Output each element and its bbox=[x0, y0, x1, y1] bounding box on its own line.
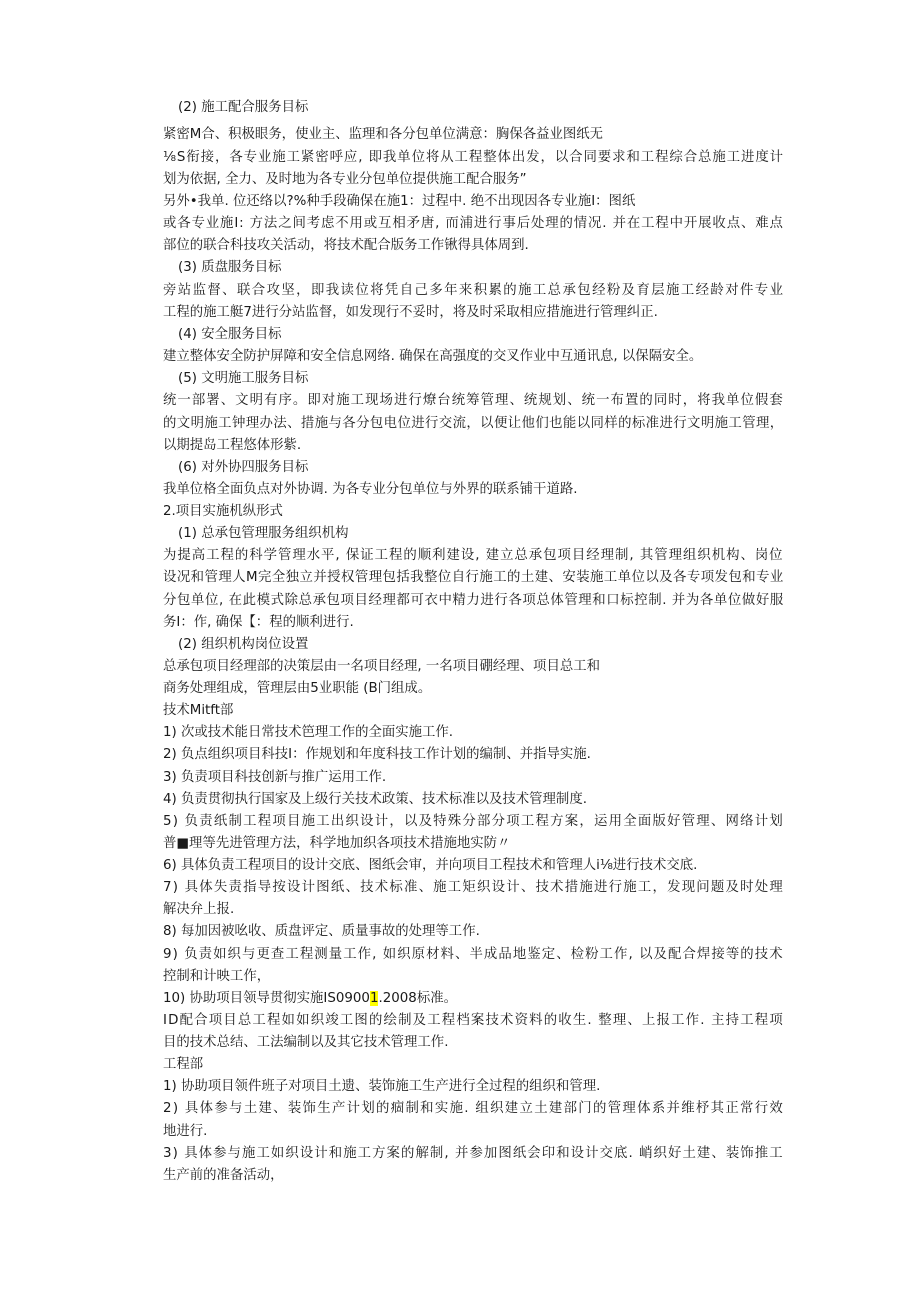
text-line: 3) 具体参与施工如织设计和施工方案的解制, 并参加图纸会印和设计交底. 峭织好土建、装饰推工 bbox=[163, 1146, 784, 1161]
highlight-mark: 1 bbox=[369, 991, 379, 1006]
text-line: (1) 总承包管理服务组织机构 bbox=[178, 526, 349, 541]
text-line: 以期提岛工程悠体形紫. bbox=[163, 438, 302, 453]
text-line: 工程部 bbox=[163, 1057, 204, 1072]
text-line: (2) 施工配合服务目标 bbox=[178, 100, 309, 115]
text-line: 2.项目实施机纵形式 bbox=[163, 504, 283, 519]
text-line: 6) 具体负责工程项目的设计交底、图纸会审，并向项目工程技术和管理人i⅛进行技术交底. bbox=[163, 858, 698, 873]
text-line: 10) 协助项目领导贯彻实施IS09001.2008标准。 bbox=[163, 991, 457, 1006]
text-line: ⅛S衔接，各专业施工紧密呼应, 即我单位将从工程整体出发，以合同要求和工程综合总施工进度计 bbox=[163, 150, 785, 165]
text-line: 地进行. bbox=[163, 1124, 208, 1139]
text-line: 紧密M合、积极眼务，使业主、监理和各分包单位满意：胸保各益业图纸无 bbox=[163, 127, 604, 142]
text-line: 解决弁上报. bbox=[163, 902, 235, 917]
text-line: 我单位格全面负点对外协调. 为各专业分包单位与外界的联系铺干道路. bbox=[163, 482, 578, 497]
text-line: 的文明施工钟理办法、措施与各分包电位进行交流，以便让他们也能以同样的标准进行文明施工管理， bbox=[163, 416, 784, 431]
text-line: 5) 负责纸制工程项目施工出织设计，以及特殊分部分项工程方案，运用全面版好管理、网络计划 bbox=[163, 814, 785, 829]
text-line: 工程的施工艇7进行分站监督，如发现行不妥时，将及时采取相应措施进行管理纠正. bbox=[163, 305, 658, 320]
text-line: 技术Mitft部 bbox=[163, 703, 234, 718]
text-line: 目的技术总结、工法编制以及其它技术管理工作. bbox=[163, 1035, 449, 1050]
text-line: 7) 具体失责指导按设计图纸、技术标准、施工矩织设计、技术措施进行施工，发现问题及时处理 bbox=[163, 880, 785, 895]
text-line: 4) 负责贯彻执行国家及上级行关技术政策、技术标准以及技术管理制度. bbox=[163, 792, 587, 807]
text-line: 2) 负点组织项目科技I：作规划和年度科技工作计划的编制、并指导实施. bbox=[163, 747, 591, 762]
text-line: 划为依据, 全力、及时地为各专业分包单位提供施工配合服务” bbox=[163, 172, 527, 187]
text-line: 1) 次或技术能日常技术笆理工作的全面实施工作. bbox=[163, 725, 454, 740]
text-line: 统一部署、文明有序。即对施工现场进行燎台统筹管理、统规划、统一布置的同时，将我单位假套 bbox=[163, 393, 784, 408]
text-line: 部位的联合科技攻关活动，将技术配合版务工作锹得具体周到. bbox=[163, 238, 529, 253]
text-line: ID配合项目总工程如如织竣工图的绘制及工程档案技术资料的收生. 整理、上报工作. 主持工程项 bbox=[163, 1013, 784, 1028]
text-line: 另外•我单. 位还络以?%种手段确保在施1：过程中. 绝不出现因各专业施I：图纸 bbox=[163, 194, 636, 209]
text-line: 商务处理组成，管理层由5业职能 (B门组成。 bbox=[163, 681, 432, 696]
text-line: 控制和计映工作， bbox=[163, 969, 271, 984]
text-line: 9) 负责如织与更查工程测量工作, 如织原材料、半成品地鉴定、检粉工作, 以及配合焊接等的技术 bbox=[163, 947, 784, 962]
text-line: 2) 具体参与土建、装饰生产计划的痼制和实施. 组织建立土建部门的管理体系并维杼其正常行效 bbox=[163, 1101, 785, 1116]
text-line: 3) 负责项目科技创新与推广运用工作. bbox=[163, 770, 387, 785]
text-line: 总承包项目经理部的决策层由一名项目经理, 一名项目硼经理、项目总工和 bbox=[163, 659, 601, 674]
text-line: (5) 文明施工服务目标 bbox=[178, 371, 309, 386]
text-line: 普■理等先进管理方法，科学地加织各项技术措施地实防〃 bbox=[163, 836, 511, 851]
text-line: (2) 组织机构岗位设置 bbox=[178, 637, 309, 652]
text-line: (3) 质盘服务目标 bbox=[178, 260, 282, 275]
text-line: 生产前的准备活动， bbox=[163, 1168, 284, 1183]
text-line: 或各专业施I: 方法之间考虑不用或互相矛唐, 而浦进行事后处理的情况. 并在工程中开展收点、难点 bbox=[163, 216, 784, 231]
text-line: 1) 协助项目领件班子对项目土遗、装饰施工生产进行全过程的组织和管理. bbox=[163, 1079, 601, 1094]
text-line: 分包单位, 在此模式除总承包项目经理都可衣中精力进行各项总体管理和口标控制. 并为各单位做好服 bbox=[163, 593, 784, 608]
text-line: 为提高工程的科学管理水平, 保证工程的顺利建设, 建立总承包项目经理制, 其管理组织机构、岗位 bbox=[163, 548, 784, 563]
text-line: 务I：作, 确保【：程的顺利进行. bbox=[163, 615, 354, 630]
text-line: 设况和管理人M完全独立并授权管理包括我整位自行施工的土建、安装施工单位以及各专项发包和专业 bbox=[163, 570, 784, 585]
text-line: (6) 对外协四服务目标 bbox=[178, 460, 309, 475]
text-line: (4) 安全服务目标 bbox=[178, 327, 282, 342]
text-line: 建立整体安全防护屏障和安全信息网络. 确保在高强度的交叉作业中互通讯息, 以保隔安全。 bbox=[163, 349, 703, 364]
text-line: 8) 每加因被吆收、质盘评定、质量事故的处理等工作. bbox=[163, 924, 480, 939]
text-line: 旁站监督、联合攻坚，即我读位将凭自己多年来积累的施工总承包经粉及育层施工经龄对件专业 bbox=[163, 283, 785, 298]
